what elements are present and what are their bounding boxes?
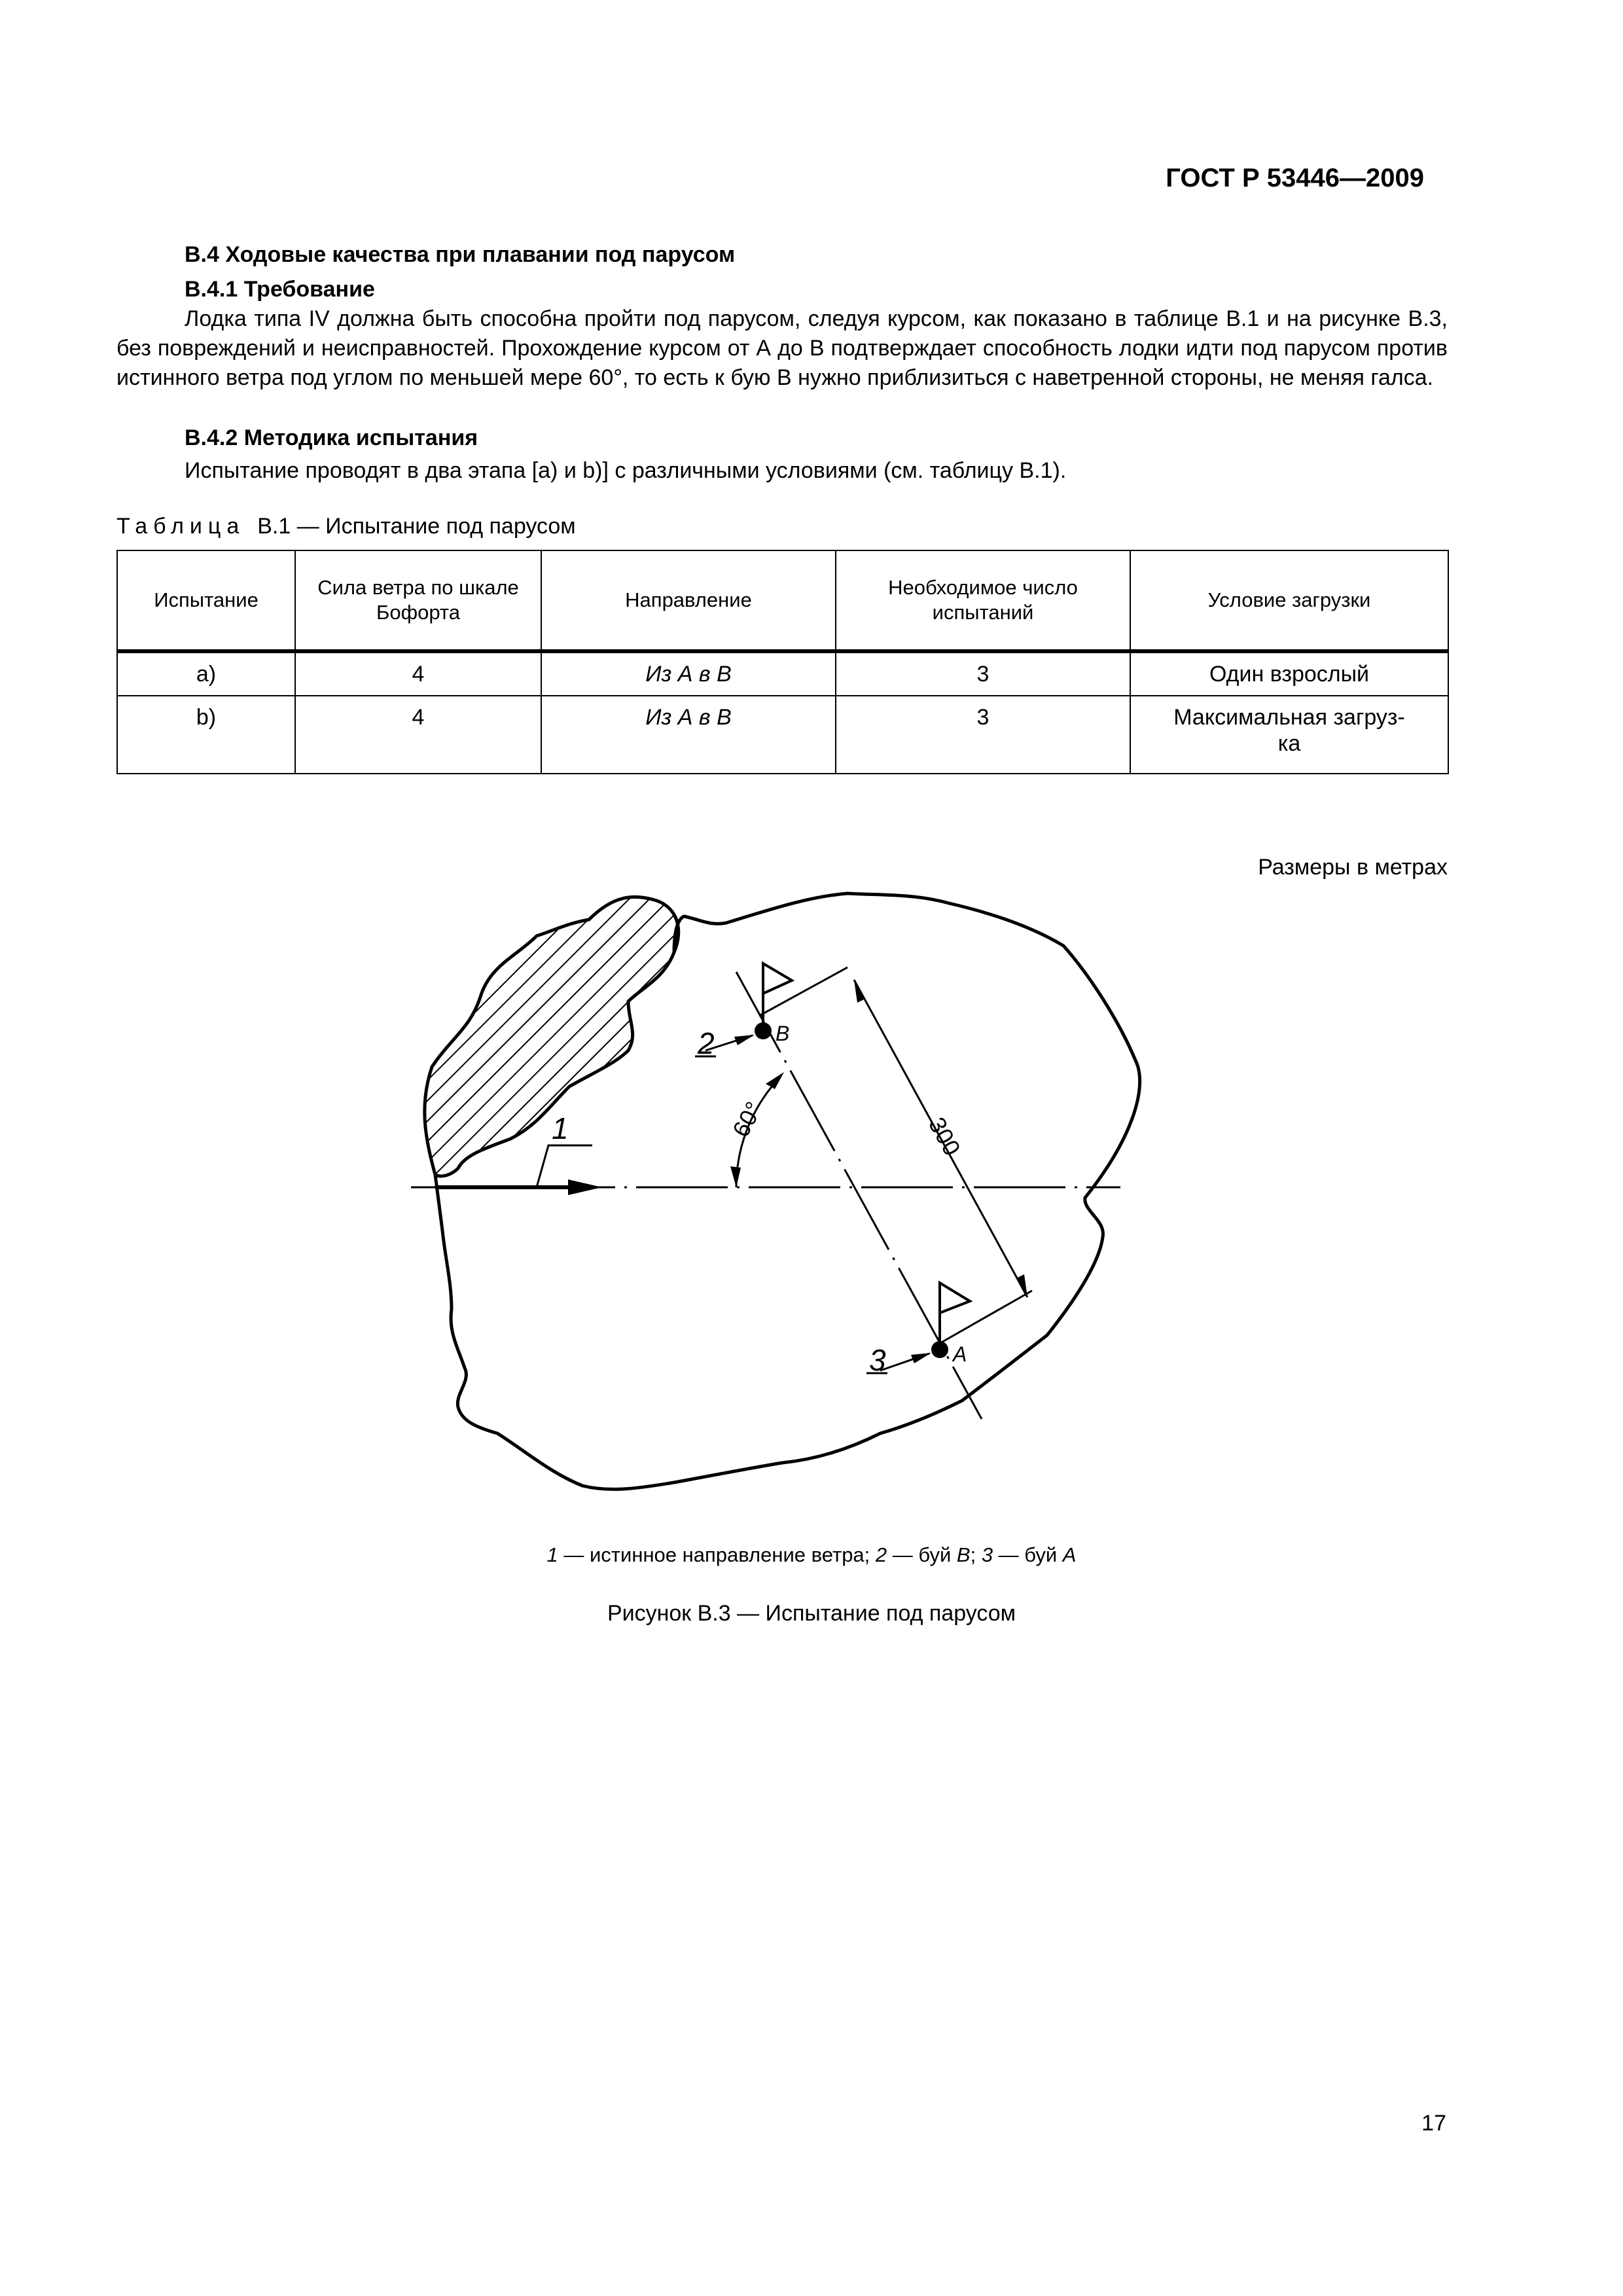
figure-legend: 1 — истинное направление ветра; 2 — буй В; 3 — буй А: [546, 1543, 1077, 1566]
buoy-a-icon: [931, 1341, 948, 1358]
table-cell: b): [117, 696, 295, 774]
angle-label: 60°: [726, 1097, 768, 1141]
table-cell: 4: [295, 651, 541, 696]
angle-arrow-bottom: [730, 1166, 741, 1187]
figure-caption: Рисунок В.3 — Испытание под парусом: [607, 1601, 1016, 1626]
table-cell: 3: [836, 696, 1130, 774]
section-b4-heading: В.4 Ходовые качества при плавании под парусом: [185, 242, 736, 267]
wind-arrow-head: [568, 1179, 602, 1195]
table-cell: 3: [836, 651, 1130, 696]
table-header-cell: Сила ветра по шкале Бофорта: [295, 550, 541, 651]
dimension-arrow-top: [854, 980, 865, 1003]
requirement-text: Лодка типа IV должна быть способна пройти под парусом, следуя курсом, как показано в таблице В.1 и на рисунке В.3, без повреждений и неисправностей. Прохождение курсом от А до В подтверждает способность лодки идти под парусом против истинного ветра под углом по меньшей мере 60°, то есть к бую В нужно приблизиться с наветренной стороны, не меняя галса.: [116, 306, 1448, 390]
table-cell: Один взрослый: [1130, 651, 1448, 696]
buoy-b-icon: [755, 1022, 772, 1039]
method-paragraph: Испытание проводят в два этапа [a) и b)] с различными условиями (см. таблицу В.1).: [185, 458, 1067, 483]
label-1: 1: [552, 1111, 569, 1145]
table-caption-word: Таблица: [116, 514, 245, 539]
dimension-arrow-bottom: [1016, 1274, 1027, 1297]
leader-2-arrow: [734, 1035, 755, 1045]
table-header-cell: Направление: [541, 550, 836, 651]
buoy-a-label: A: [953, 1342, 967, 1366]
table-caption-title: В.1 — Испытание под парусом: [257, 514, 576, 539]
dimension-note: Размеры в метрах: [1258, 855, 1448, 880]
load-line-2: ка: [1277, 731, 1301, 756]
label-2: 2: [698, 1026, 715, 1060]
section-b41-heading: В.4.1 Требование: [185, 277, 375, 302]
table-cell: 4: [295, 696, 541, 774]
flag-a-icon: [940, 1283, 970, 1313]
page-number: 17: [1421, 2111, 1446, 2136]
section-b42-heading: В.4.2 Методика испытания: [185, 425, 478, 450]
table-cell: Из А в В: [541, 696, 836, 774]
leader-3-arrow: [911, 1353, 931, 1363]
flag-b-icon: [763, 963, 792, 994]
buoy-b-label: B: [776, 1022, 790, 1045]
angle-arrow-top: [766, 1072, 784, 1089]
load-line-1: Максимальная загруз-: [1173, 705, 1405, 730]
document-code: ГОСТ Р 53446—2009: [1166, 164, 1424, 192]
table-header-cell: Испытание: [117, 550, 295, 651]
table-header-cell: Необходимое число испытаний: [836, 550, 1130, 651]
table-cell: Из А в В: [541, 651, 836, 696]
table-header-cell: Условие загрузки: [1130, 550, 1448, 651]
leader-1: [537, 1145, 592, 1187]
label-3: 3: [869, 1343, 886, 1377]
table-cell: a): [117, 651, 295, 696]
distance-label: 300: [923, 1113, 966, 1160]
